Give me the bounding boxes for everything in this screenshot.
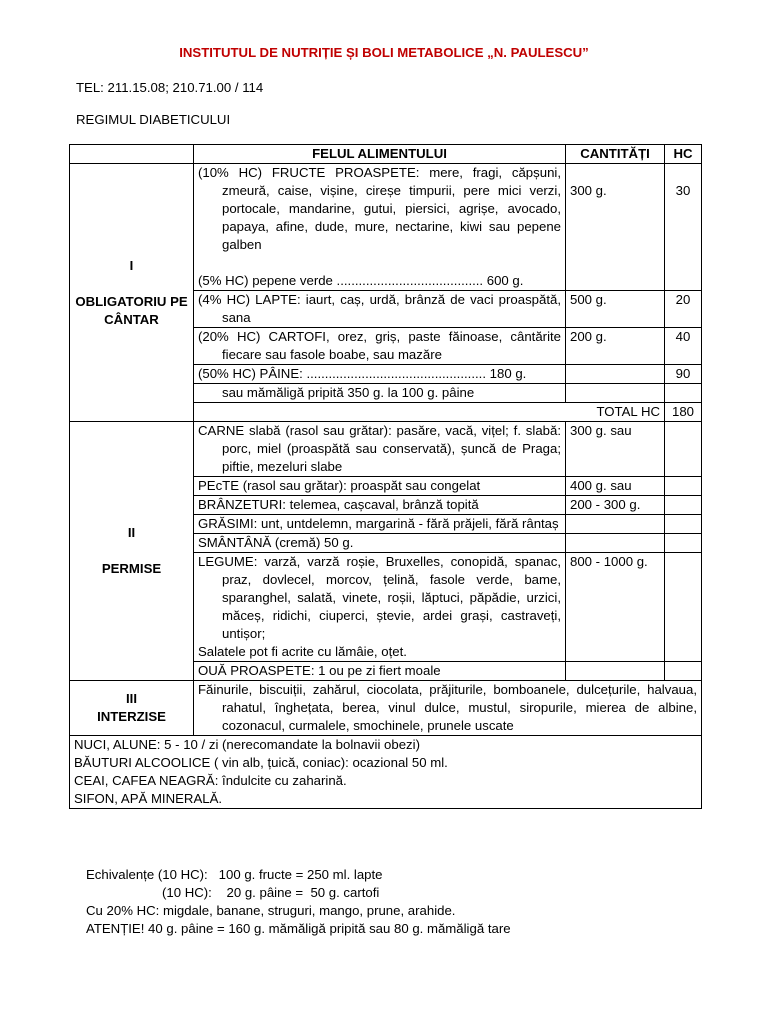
note-line: SIFON, APĂ MINERALĂ. xyxy=(74,791,223,806)
header-food: FELUL ALIMENTULUI xyxy=(194,145,566,164)
category-forbidden xyxy=(70,681,194,736)
food-cell: (4% HC) LAPTE: iaurt, caș, urdă, brânză de vaci proaspătă, sana xyxy=(194,291,566,328)
forbidden-foods: Făinurile, biscuiții, zahărul, ciocolata, prăjiturile, bomboanele, dulcețurile, halvaua, rahatul, înghețata, berea, vinul dulce, mustul, siropurile, mierea de albine, cozonacul, curmalele, smochinele, prunele uscate xyxy=(194,681,702,736)
food-cell: BRÂNZETURI: telemea, cașcaval, brânză topită xyxy=(194,496,566,515)
note-line: BĂUTURI ALCOOLICE ( vin alb, țuică, coniac): ocazional 50 ml. xyxy=(74,755,448,770)
category-number: III xyxy=(126,691,137,706)
hc-cell xyxy=(665,384,702,403)
header-empty xyxy=(70,145,194,164)
attention-line: ATENȚIE! 40 g. pâine = 160 g. mămăligă pripită sau 80 g. mămăligă tare xyxy=(86,921,511,936)
institute-title: INSTITUTUL DE NUTRIȚIE ȘI BOLI METABOLICE „N. PAULESCU” xyxy=(179,45,589,60)
hc-cell: 20 xyxy=(665,291,702,328)
hc-cell xyxy=(665,477,702,496)
phone-numbers: TEL: 211.15.08; 210.71.00 / 114 xyxy=(76,80,264,95)
quantity-cell xyxy=(566,384,665,403)
document-subtitle: REGIMUL DIABETICULUI xyxy=(76,112,231,127)
category-number: I xyxy=(129,257,134,273)
hc-cell: 30 xyxy=(665,164,702,291)
food-cell: PEcTE (rasol sau grătar): proaspăt sau congelat xyxy=(194,477,566,496)
quantity-cell xyxy=(566,365,665,384)
equivalence-line: Echivalențe (10 HC): 100 g. fructe = 250 ml. lapte xyxy=(86,867,383,882)
quantity-cell: 500 g. xyxy=(566,291,665,328)
quantity-cell: 400 g. sau xyxy=(566,477,665,496)
quantity-cell: 300 g. sau xyxy=(566,422,665,477)
quantity-cell xyxy=(566,515,665,534)
total-label: TOTAL HC xyxy=(194,403,665,422)
equivalence-line: (10 HC): 20 g. pâine = 50 g. cartofi xyxy=(162,885,380,900)
food-cell: SMÂNTÂNĂ (cremă) 50 g. xyxy=(194,534,566,553)
hc-cell xyxy=(665,422,702,477)
food-cell: GRĂSIMI: unt, untdelemn, margarină - fără prăjeli, fără rântaș xyxy=(194,515,566,534)
category-permitted xyxy=(70,422,194,681)
category-number: II xyxy=(127,525,136,540)
hc-cell xyxy=(665,553,702,662)
hc-cell: 40 xyxy=(665,328,702,365)
hc-cell xyxy=(665,662,702,681)
footer-notes xyxy=(86,866,511,938)
quantity-cell xyxy=(566,534,665,553)
category-name: OBLIGATORIU PE CÂNTAR xyxy=(75,293,188,327)
food-cell: CARNE slabă (rasol sau grătar): pasăre, vacă, vițel; f. slabă: porc, miel (proaspătă sau conservată), șuncă de Praga; piftie, mezeluri slabe xyxy=(194,422,566,477)
quantity-cell: 200 g. xyxy=(566,328,665,365)
quantity-cell: 200 - 300 g. xyxy=(566,496,665,515)
quantity-cell xyxy=(566,662,665,681)
category-obligatory xyxy=(70,164,194,422)
food-cell: (10% HC) FRUCTE PROASPETE: mere, fragi, căpșuni, zmeură, caise, vișine, cireșe timpurii, pere mici verzi, portocale, mandarine, gutui, piersici, agrișe, avocado, papaya, afine, dude, mure, nectarine, kiwi sau pepene galben (5% HC) pepene verde ........................................ 600 g. xyxy=(194,164,566,291)
total-value: 180 xyxy=(665,403,702,422)
notes-row xyxy=(70,736,702,809)
category-name: PERMISE xyxy=(101,561,162,576)
hc-cell xyxy=(665,534,702,553)
table-row xyxy=(70,422,702,477)
hc-cell xyxy=(665,515,702,534)
food-cell: sau mămăligă pripită 350 g. la 100 g. pâine xyxy=(194,384,566,403)
note-line: CEAI, CAFEA NEAGRĂ: îndulcite cu zaharină. xyxy=(74,773,347,788)
food-cell: OUĂ PROASPETE: 1 ou pe zi fiert moale xyxy=(194,662,566,681)
table-row xyxy=(70,164,702,291)
note-line: NUCI, ALUNE: 5 - 10 / zi (nerecomandate la bolnavii obezi) xyxy=(74,737,420,752)
food-cell: LEGUME: varză, varză roșie, Bruxelles, conopidă, spanac, praz, dovlecel, morcov, țelină, fasole verde, bame, sparanghel, salată, vinete, roșii, lăptuci, păpădie, urzici, măceș, ridichi, ciuperci, ștevie, ardei grași, castraveți, untișor; Salatele pot fi acrite cu lămâie, oțet. xyxy=(194,553,566,662)
hc-cell: 90 xyxy=(665,365,702,384)
diet-table xyxy=(69,144,702,809)
hc20-line: Cu 20% HC: migdale, banane, struguri, mango, prune, arahide. xyxy=(86,903,456,918)
quantity-cell: 300 g. xyxy=(566,164,665,291)
hc-cell xyxy=(665,496,702,515)
table-header xyxy=(70,145,702,164)
notes-cell xyxy=(70,736,702,809)
category-name: INTERZISE xyxy=(97,709,166,724)
quantity-cell: 800 - 1000 g. xyxy=(566,553,665,662)
header-hc: HC xyxy=(665,145,702,164)
food-cell: (20% HC) CARTOFI, orez, griș, paste făinoase, cântărite fiecare sau fasole boabe, sau mazăre xyxy=(194,328,566,365)
header-quantity: CANTITĂȚI xyxy=(566,145,665,164)
food-cell: (50% HC) PÂINE: ................................................. 180 g. xyxy=(194,365,566,384)
table-row xyxy=(70,681,702,736)
